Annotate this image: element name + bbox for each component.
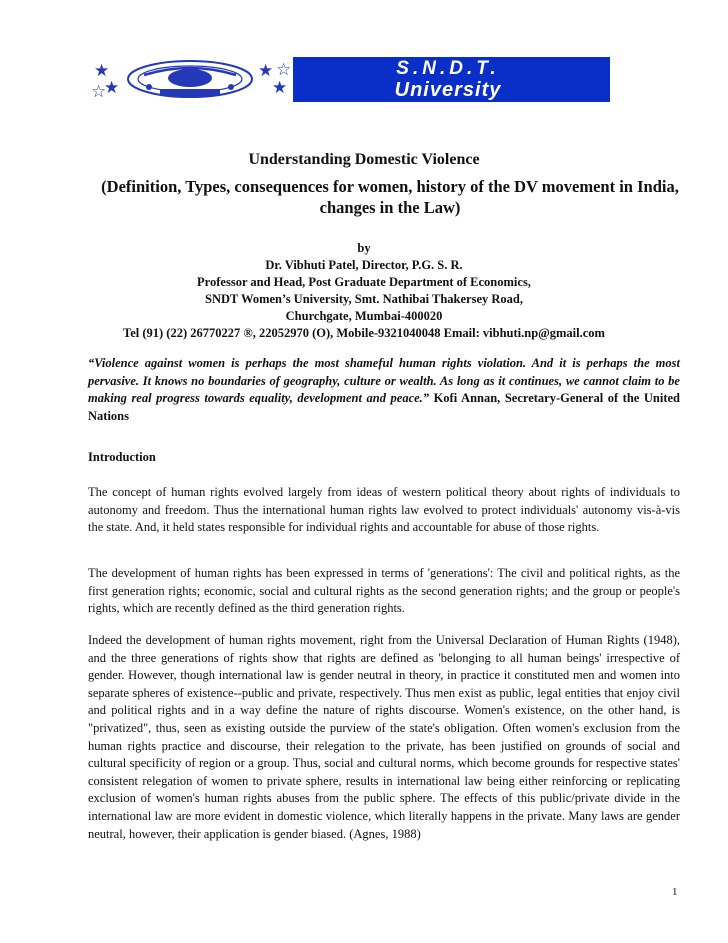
university-seal-icon [124, 59, 256, 100]
author-by: by [357, 241, 371, 255]
author-name: Dr. Vibhuti Patel, Director, P.G. S. R. [265, 258, 463, 272]
seal-area [88, 57, 293, 102]
author-block [40, 240, 688, 342]
paragraph: Indeed the development of human rights movement, right from the Universal Declaration of Human Rights (1948), and the three generations of rights show that rights are defined as 'belonging to all human beings' irrespective of gender. However, though international law is gender neutral in theory, in practice it constituted men and women into separate spheres of existence--public and private, respectively. Thus men exist as public, legal entities that enjoy civil and political rights and in a way define the nature of rights discourse. Women's existence, on the other hand, is "privatized", thus, seen as existing outside the purview of the state's obligation. Often women's exclusion from the human rights practice and discourse, their relegation to the private, has been justified on grounds of social and cultural specificity of region or a group. Thus, social and cultural norms, which become grounds for respective states' consistent relegation of women to private sphere, results in international law being either reinforcing or replicating exclusion of women's human rights abuses from the public sphere. The effects of this public/private divide in the international law are more evident in domestic violence, which literally happens in the private. Many laws are gender neutral, however, their application is gender biased. (Agnes, 1988) [88, 633, 680, 841]
university-logo-text [298, 57, 598, 102]
star-icon: ★ [272, 78, 288, 97]
star-icon: ★ [258, 61, 274, 80]
quote-attribution: Kofi Annan, Secretary-General of the United Nations [88, 391, 680, 423]
star-icon: ★ [104, 78, 120, 97]
author-contact: Tel (91) (22) 26770227 ®, 22052970 (O), Mobile-9321040048 Email: vibhuti.np@gmail.com [123, 326, 605, 340]
logo-line1: S.N.D.T. [396, 58, 500, 79]
document-subtitle: (Definition, Types, consequences for women, history of the DV movement in India, changes in the Law) [101, 177, 679, 217]
paragraph: The development of human rights has been expressed in terms of 'generations': The civil and political rights, as the first generation rights; economic, social and cultural rights as the second generation rights; and the group or people's rights, which are recently defined as the third generation rights. [88, 566, 680, 616]
section-heading: Introduction [88, 450, 156, 464]
document-title: Understanding Domestic Violence [248, 151, 480, 168]
page-number: 1 [672, 886, 678, 898]
paragraph: The concept of human rights evolved largely from ideas of western political theory about rights of individuals to autonomy and freedom. Thus the international human rights law evolved to protect individuals' autonomy vis-à-vis the state. And, it held states responsible for individual rights and accountable for abuse of those rights. [88, 485, 680, 535]
author-university: SNDT Women’s University, Smt. Nathibai Thakersey Road, [205, 292, 523, 306]
quote-text: “Violence against women is perhaps the most shameful human rights violation. And it is perhaps the most pervasive. It knows no boundaries of geography, culture or wealth. As long as it continues, we cannot claim to be making real progress towards equality, development and peace.” [88, 356, 680, 405]
star-icon: ★ [94, 61, 110, 80]
university-banner [88, 57, 610, 102]
author-address: Churchgate, Mumbai-400020 [285, 309, 443, 323]
star-icon: ☆ [276, 60, 292, 79]
epigraph-quote [88, 355, 680, 425]
star-icon: ☆ [91, 82, 107, 101]
logo-line2: University [394, 79, 502, 101]
author-position: Professor and Head, Post Graduate Department of Economics, [197, 275, 531, 289]
